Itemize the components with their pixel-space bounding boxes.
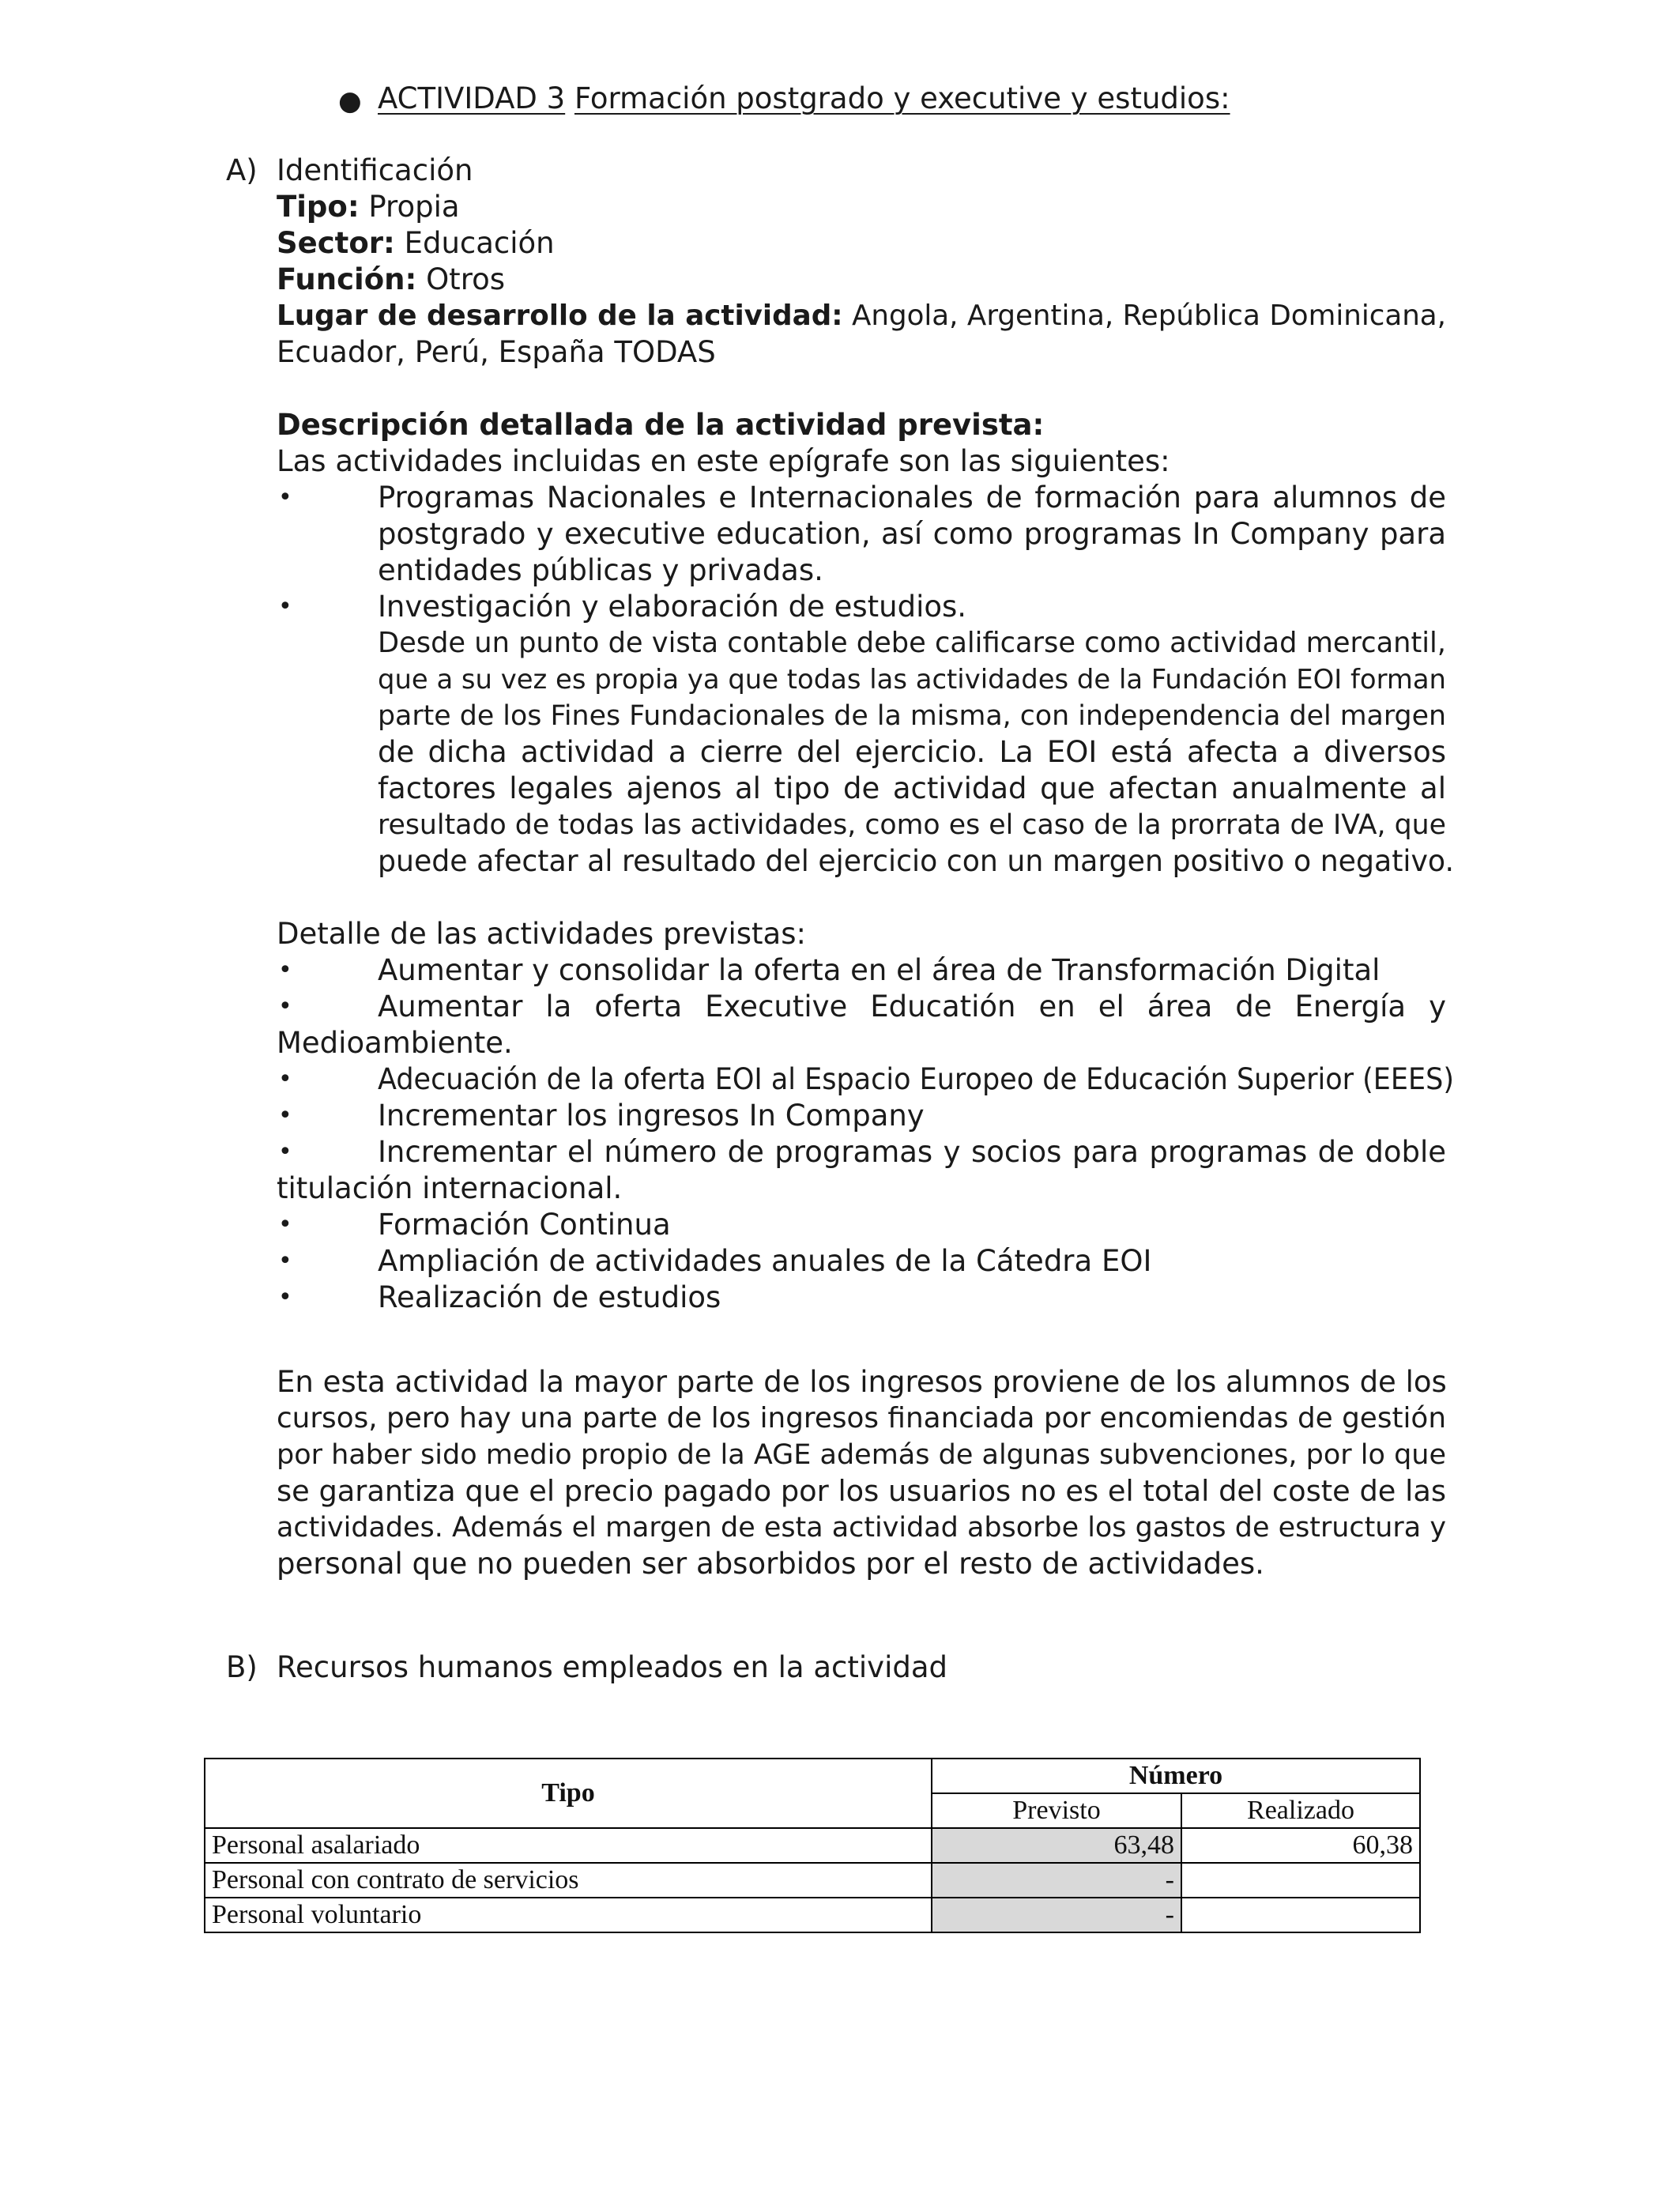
bullet-symbol: •	[278, 593, 292, 620]
table-row	[205, 1863, 1420, 1898]
desc-bullet-1-line-3: entidades públicas y privadas.	[378, 553, 823, 587]
descripcion-label: Descripción detallada de la actividad prevista:	[277, 408, 1045, 442]
detalle-item-8: Realización de estudios	[378, 1280, 721, 1314]
funcion-label: Función:	[277, 262, 417, 296]
closing-line-3: por haber sido medio propio de la AGE además de algunas subvenciones, por lo que	[277, 1439, 1446, 1471]
heading-bullet: ●	[338, 85, 362, 117]
closing-line-5: actividades. Además el margen de esta actividad absorbe los gastos de estructura y	[277, 1512, 1446, 1544]
desc-bullet-2-line-3: que a su vez es propia ya que todas las actividades de la Fundación EOI forman	[378, 664, 1446, 695]
sector-value: Educación	[404, 226, 555, 260]
bullet-symbol: •	[278, 1211, 292, 1238]
desc-bullet-2-line-6: factores legales ajenos al tipo de actividad que afectan anualmente al	[378, 771, 1446, 805]
col-numero-header: Número	[932, 1759, 1420, 1793]
detalle-item-6: Formación Continua	[378, 1208, 671, 1242]
bullet-symbol: •	[278, 1102, 292, 1129]
bullet-symbol: •	[278, 1138, 292, 1166]
desc-bullet-2-line-8: puede afectar al resultado del ejercicio con un margen positivo o negativo.	[378, 844, 1454, 878]
detalle-item-7: Ampliación de actividades anuales de la Cátedra EOI	[378, 1244, 1152, 1278]
activity-label: ACTIVIDAD 3	[378, 81, 566, 115]
table-row	[205, 1898, 1420, 1932]
row-realizado-cell	[1181, 1863, 1420, 1898]
activity-heading	[378, 81, 1230, 117]
section-b-letter: B)	[226, 1650, 258, 1684]
funcion-value: Otros	[426, 262, 506, 296]
lugar-line-2: Ecuador, Perú, España TODAS	[277, 335, 716, 369]
bullet-symbol: •	[278, 1247, 292, 1275]
row-realizado-cell	[1181, 1898, 1420, 1932]
row-previsto-cell: -	[932, 1863, 1181, 1898]
tipo-label: Tipo:	[277, 190, 360, 224]
desc-bullet-2-line-7: resultado de todas las actividades, como es el caso de la prorrata de IVA, que	[378, 809, 1446, 841]
lugar-line-1	[277, 298, 1446, 334]
detalle-item-5-line-1: Incrementar el número de programas y socios para programas de doble	[378, 1135, 1446, 1169]
descripcion-intro: Las actividades incluidas en este epígrafe son las siguientes:	[277, 444, 1170, 478]
row-previsto-cell: -	[932, 1898, 1181, 1932]
col-previsto-header: Previsto	[932, 1793, 1181, 1828]
bullet-symbol: •	[278, 484, 292, 511]
closing-line-6: personal que no pueden ser absorbidos por el resto de actividades.	[277, 1547, 1264, 1581]
bullet-symbol: •	[278, 956, 292, 984]
section-a-letter: A)	[226, 153, 258, 187]
row-tipo-cell: Personal voluntario	[205, 1898, 932, 1932]
desc-bullet-2-line-1: Investigación y elaboración de estudios.	[378, 590, 967, 624]
funcion-line	[277, 262, 505, 298]
detalle-item-2-line-2: Medioambiente.	[277, 1026, 513, 1060]
sector-line	[277, 225, 555, 262]
detalle-item-1: Aumentar y consolidar la oferta en el área de Transformación Digital	[378, 953, 1381, 987]
detalle-item-3: Adecuación de la oferta EOI al Espacio Europeo de Educación Superior (EEES)	[378, 1062, 1454, 1096]
hr-table	[204, 1758, 1421, 1933]
bullet-symbol: •	[278, 993, 292, 1020]
bullet-symbol: •	[278, 1065, 292, 1093]
row-tipo-cell: Personal con contrato de servicios	[205, 1863, 932, 1898]
row-tipo-cell: Personal asalariado	[205, 1828, 932, 1863]
sector-label: Sector:	[277, 226, 395, 260]
closing-line-1: En esta actividad la mayor parte de los ingresos proviene de los alumnos de los	[277, 1365, 1447, 1399]
detalle-item-5-line-2: titulación internacional.	[277, 1171, 623, 1205]
detalle-item-2-line-1: Aumentar la oferta Executive Educatión en el área de Energía y	[378, 990, 1446, 1023]
table-row	[205, 1828, 1420, 1863]
lugar-value-1: Angola, Argentina, República Dominicana,	[851, 300, 1446, 332]
bullet-symbol: •	[278, 1284, 292, 1311]
table-header-row	[205, 1759, 1420, 1793]
tipo-line	[277, 189, 460, 225]
row-previsto-cell: 63,48	[932, 1828, 1181, 1863]
desc-bullet-2-line-5: de dicha actividad a cierre del ejercicio. La EOI está afecta a diversos	[378, 735, 1446, 769]
detalle-intro: Detalle de las actividades previstas:	[277, 917, 806, 951]
tipo-value: Propia	[368, 190, 460, 224]
desc-bullet-1-line-1: Programas Nacionales e Internacionales de formación para alumnos de	[378, 481, 1446, 515]
section-a-title: Identificación	[277, 153, 473, 187]
desc-bullet-1-line-2: postgrado y executive education, así como programas In Company para	[378, 517, 1446, 551]
col-realizado-header: Realizado	[1181, 1793, 1420, 1828]
lugar-label: Lugar de desarrollo de la actividad:	[277, 300, 843, 332]
desc-bullet-2-line-4: parte de los Fines Fundacionales de la misma, con independencia del margen	[378, 700, 1446, 732]
row-realizado-cell: 60,38	[1181, 1828, 1420, 1863]
closing-line-4: se garantiza que el precio pagado por los usuarios no es el total del coste de las	[277, 1474, 1446, 1508]
detalle-item-4: Incrementar los ingresos In Company	[378, 1099, 925, 1133]
section-b-title: Recursos humanos empleados en la actividad	[277, 1650, 947, 1684]
activity-title: Formación postgrado y executive y estudios:	[574, 81, 1230, 115]
col-tipo-header: Tipo	[205, 1759, 932, 1828]
closing-line-2: cursos, pero hay una parte de los ingresos financiada por encomiendas de gestión	[277, 1402, 1446, 1434]
desc-bullet-2-line-2: Desde un punto de vista contable debe calificarse como actividad mercantil,	[378, 627, 1446, 659]
